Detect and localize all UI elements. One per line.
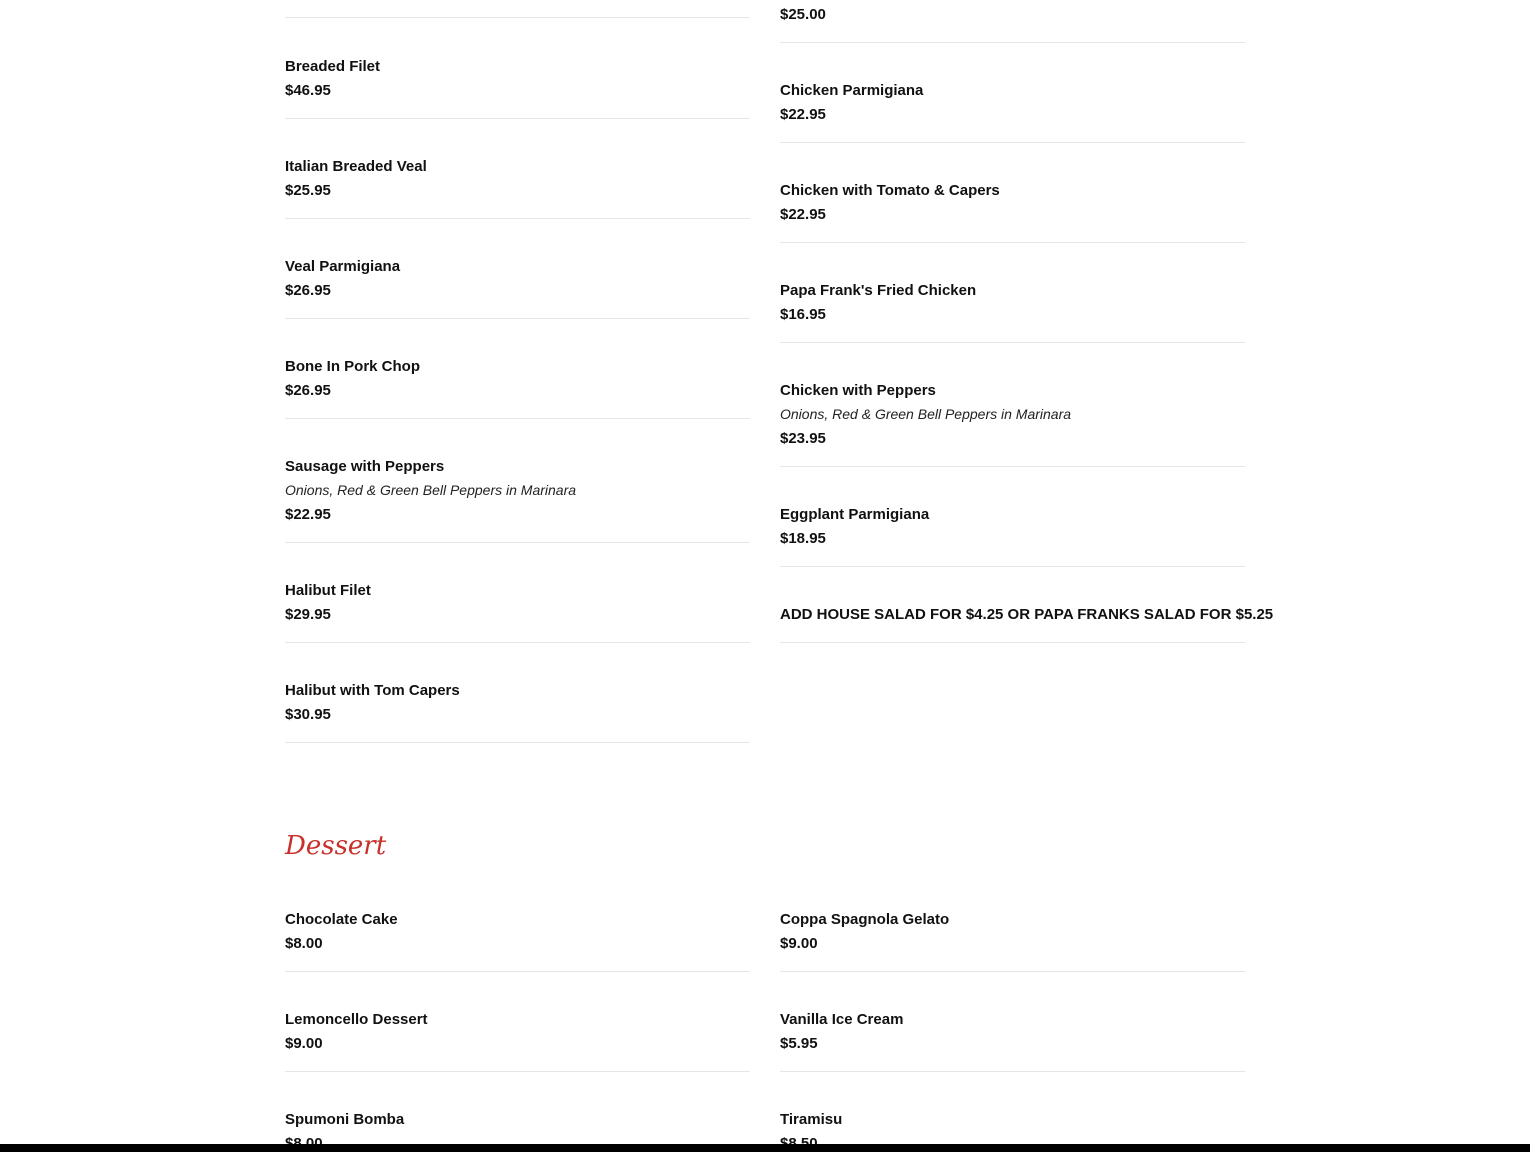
item-price: $9.00	[285, 1035, 323, 1052]
item-price: $23.95	[780, 430, 826, 447]
item-price: $18.95	[780, 530, 826, 547]
dessert-left-column	[285, 0, 750, 1152]
item-name: Italian Breaded Veal	[285, 158, 427, 175]
item-name: Papa Frank's Fried Chicken	[780, 282, 977, 299]
item-name: Bone In Pork Chop	[285, 358, 420, 375]
item-price: $26.95	[285, 282, 331, 299]
item-price: $30.95	[285, 706, 331, 723]
bottom-bar	[0, 1144, 1530, 1152]
item-price: $9.00	[780, 935, 818, 952]
item-name: Vanilla Ice Cream	[780, 1011, 904, 1028]
item-name: Coppa Spagnola Gelato	[780, 911, 950, 928]
item-price: $46.95	[285, 82, 331, 99]
menu-item-coppa-spagnola-gelato	[780, 909, 1245, 972]
item-price: $26.95	[285, 382, 331, 399]
item-description: Onions, Red & Green Bell Peppers in Marinara	[285, 482, 577, 498]
menu-item-chocolate-cake	[285, 909, 750, 972]
dessert-right-column	[780, 0, 1245, 1152]
item-name: Breaded Filet	[285, 58, 381, 75]
item-price: $16.95	[780, 306, 826, 323]
item-name: Halibut Filet	[285, 582, 371, 599]
item-name: Lemoncello Dessert	[285, 1011, 428, 1028]
item-name: Tiramisu	[780, 1111, 843, 1128]
item-price: $22.95	[780, 206, 826, 223]
item-name: Chicken with Peppers	[780, 382, 936, 399]
item-price: $8.00	[285, 935, 323, 952]
item-name: Chicken Parmigiana	[780, 82, 924, 99]
item-price: $25.95	[285, 182, 331, 199]
item-name: ADD HOUSE SALAD FOR $4.25 OR PAPA FRANKS SALAD FOR $5.25	[780, 606, 1274, 623]
menu-item-lemoncello-dessert	[285, 1009, 750, 1072]
item-price: $22.95	[780, 106, 826, 123]
menu-item-vanilla-ice-cream	[780, 1009, 1245, 1072]
item-price: $25.00	[780, 6, 826, 23]
item-name: Halibut with Tom Capers	[285, 682, 460, 699]
item-price: $22.95	[285, 506, 331, 523]
item-price: $29.95	[285, 606, 331, 623]
item-name: Chocolate Cake	[285, 911, 398, 928]
section-title-dessert: Dessert	[285, 831, 387, 861]
item-price: $5.95	[780, 1035, 818, 1052]
item-name: Eggplant Parmigiana	[780, 506, 930, 523]
item-name: Sausage with Peppers	[285, 458, 445, 475]
item-name: Spumoni Bomba	[285, 1111, 405, 1128]
item-name: Veal Parmigiana	[285, 258, 401, 275]
item-description: Onions, Red & Green Bell Peppers in Marinara	[780, 406, 1072, 422]
item-name: Chicken with Tomato & Capers	[780, 182, 1000, 199]
